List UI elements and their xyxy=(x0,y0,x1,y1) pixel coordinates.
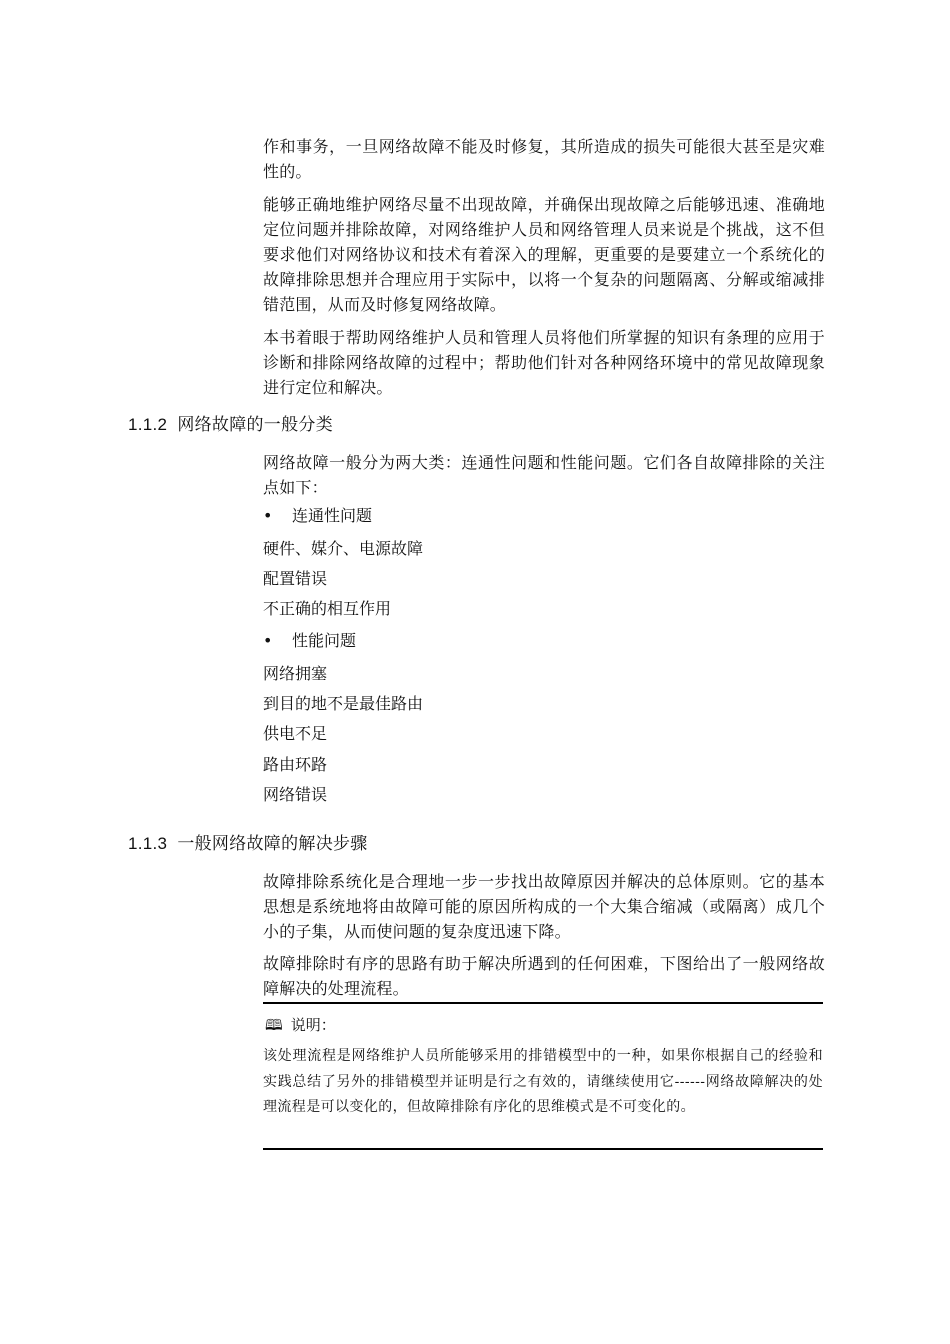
book-icon: 🕮 xyxy=(265,1016,283,1034)
section-number: 1.1.2 xyxy=(128,415,168,434)
note-label: 说明： xyxy=(290,1016,336,1034)
section-1-1-3-body xyxy=(263,869,825,1001)
list-item: 网络错误 xyxy=(263,785,328,804)
section-1-1-2-paragraph: 网络故障一般分为两大类：连通性问题和性能问题。它们各自故障排除的关注点如下： xyxy=(263,453,825,497)
list-item: 不正确的相互作用 xyxy=(263,599,392,618)
list-item: 硬件、媒介、电源故障 xyxy=(263,539,424,558)
intro-paragraph-2: 能够正确地维护网络尽量不出现故障，并确保出现故障之后能够迅速、准确地定位问题并排除故障，对网络维护人员和网络管理人员来说是个挑战，这不但要求他们对网络协议和技术有着深入的理解，更重要的是要建立一个系统化的故障排除思想并合理应用于实际中，以将一个复杂的问题隔离、分解或缩减排错范围，从而及时修复网络故障。 xyxy=(263,195,825,314)
section-1-1-2-intro xyxy=(263,450,825,500)
note-header xyxy=(265,1014,336,1036)
bullet-label: 连通性问题 xyxy=(292,506,373,525)
bullet-connectivity xyxy=(263,505,372,527)
intro-block xyxy=(263,134,825,400)
bullet-icon: • xyxy=(263,631,273,650)
note-box xyxy=(263,1002,823,1150)
list-item: 网络拥塞 xyxy=(263,664,328,683)
section-1-1-3-paragraph-2: 故障排除时有序的思路有助于解决所遇到的任何困难，下图给出了一般网络故障解决的处理流程。 xyxy=(263,954,825,998)
section-1-1-3-paragraph-1: 故障排除系统化是合理地一步一步找出故障原因并解决的总体原则。它的基本思想是系统地将由故障可能的原因所构成的一个大集合缩减（或隔离）成几个小的子集，从而使问题的复杂度迅速下降。 xyxy=(263,872,825,941)
section-title: 一般网络故障的解决步骤 xyxy=(177,834,368,853)
list-item: 配置错误 xyxy=(263,569,328,588)
bullet-performance xyxy=(263,630,356,652)
bullet-icon: • xyxy=(263,506,273,525)
list-item: 路由环路 xyxy=(263,755,328,774)
section-title: 网络故障的一般分类 xyxy=(177,415,334,434)
bullet-label: 性能问题 xyxy=(292,631,357,650)
section-heading-1-1-3 xyxy=(128,829,368,854)
section-heading-1-1-2 xyxy=(128,410,333,435)
intro-paragraph-3: 本书着眼于帮助网络维护人员和管理人员将他们所掌握的知识有条理的应用于诊断和排除网络故障的过程中；帮助他们针对各种网络环境中的常见故障现象进行定位和解决。 xyxy=(263,328,825,397)
list-item: 供电不足 xyxy=(263,724,328,743)
section-number: 1.1.3 xyxy=(128,834,168,853)
note-text: 该处理流程是网络维护人员所能够采用的排错模型中的一种，如果你根据自己的经验和实践总结了另外的排错模型并证明是行之有效的，请继续使用它------网络故障解决的处理流程是可以变化的，但故障排除有序化的思维模式是不可变化的。 xyxy=(263,1048,823,1115)
intro-paragraph-1: 作和事务，一旦网络故障不能及时修复，其所造成的损失可能很大甚至是灾难性的。 xyxy=(263,137,825,181)
list-item: 到目的地不是最佳路由 xyxy=(263,694,424,713)
